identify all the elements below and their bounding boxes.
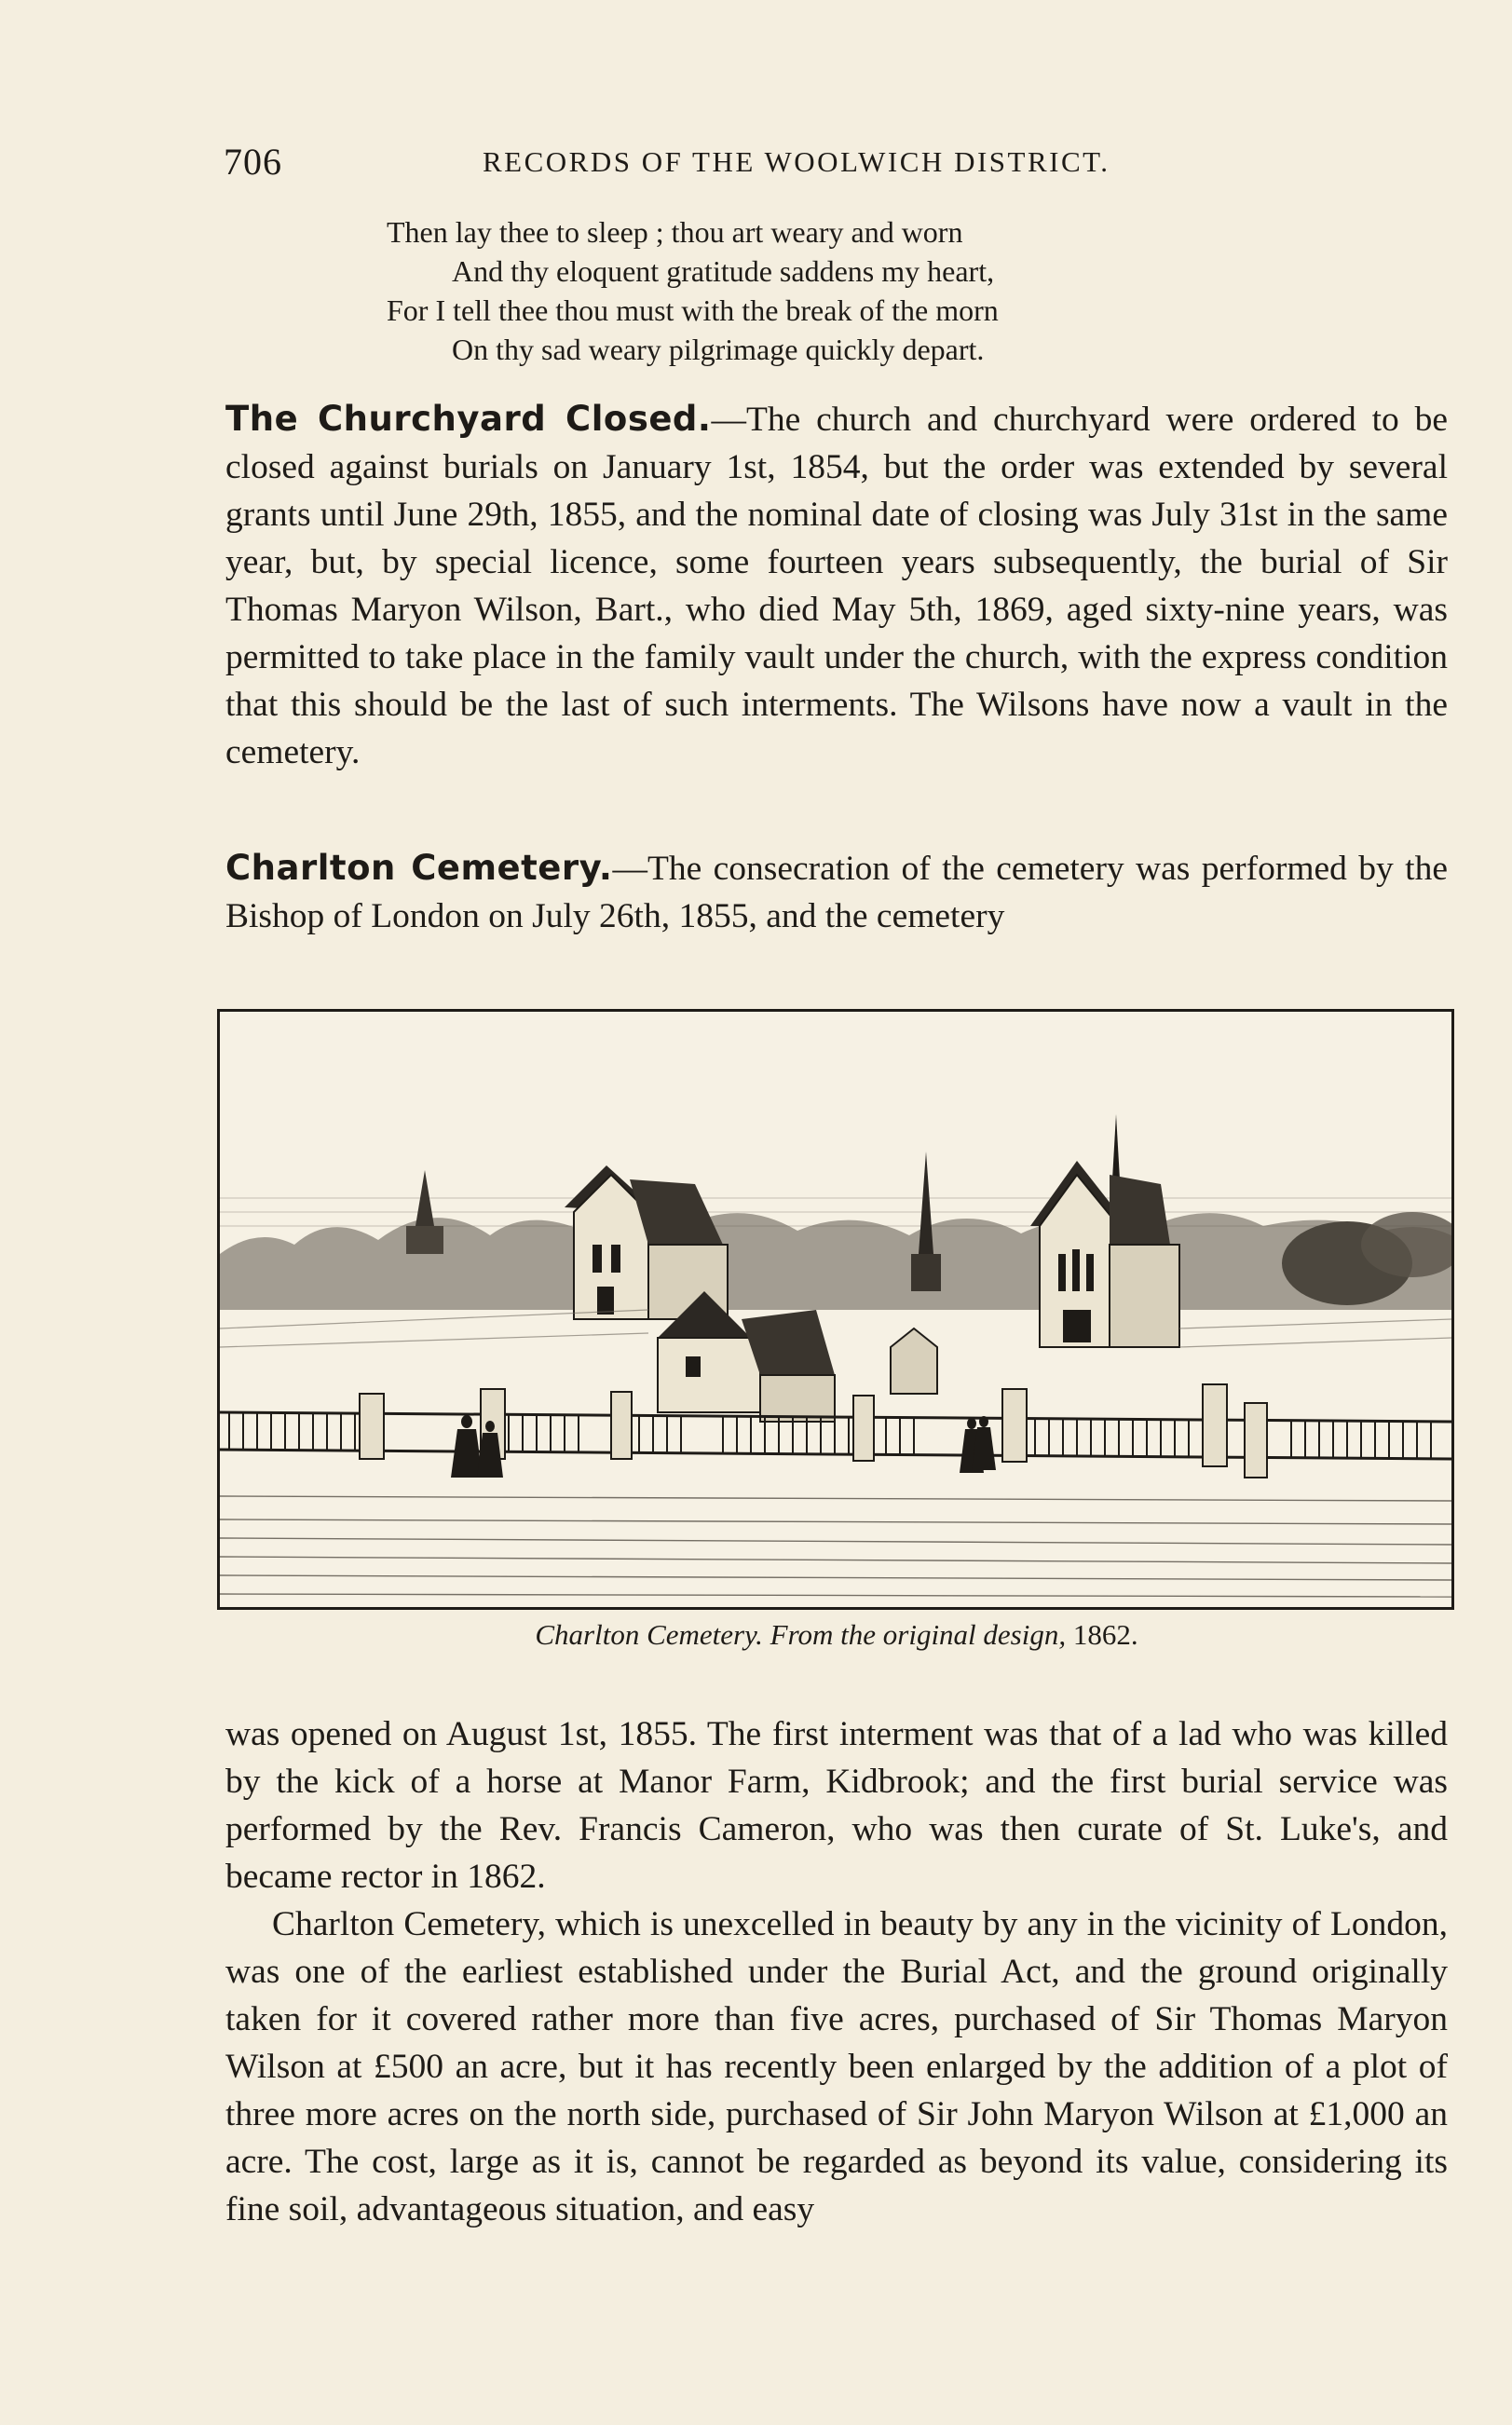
page-number: 706 [224,141,282,183]
caption-year: 1862. [1066,1618,1138,1651]
poem-stanza [387,212,1225,369]
poem-line: Then lay thee to sleep ; thou art weary and worn [387,215,963,249]
section-heading-churchyard-closed: The Churchyard Closed. [225,399,712,439]
running-head: RECORDS OF THE WOOLWICH DISTRICT. [483,145,1110,178]
poem-line: And thy eloquent gratitude saddens my heart, [452,254,995,288]
figure-caption [225,1616,1448,1654]
caption-italic: Charlton Cemetery. From the original design, [535,1618,1067,1651]
continuation-paragraph-1: was opened on August 1st, 1855. The first interment was that of a lad who was killed by the kick of a horse at Manor Farm, Kidbrook; and the first burial service was performed by the Rev. Francis Cameron, who was then curate of St. Luke's, and became rector in 1862. [225,1715,1448,1896]
churchyard-closed-paragraph [225,395,1448,776]
cemetery-illustration [217,1009,1454,1610]
poem-line: For I tell thee thou must with the break of the morn [387,293,999,327]
page-header [224,140,1453,186]
cemetery-engraving [220,1012,1451,1607]
poem-line: On thy sad weary pilgrimage quickly depart. [452,333,985,366]
section-heading-charlton-cemetery: Charlton Cemetery. [225,848,613,888]
continuation-paragraph-2: Charlton Cemetery, which is unexcelled in beauty by any in the vicinity of London, was one of the earliest established under the Burial Act, and the ground originally taken for it covered rather more than five acres, purchased of Sir Thomas Maryon Wilson at £500 an acre, but it has recently been enlarged by the addition of a plot of three more acres on the north side, purchased of Sir John Maryon Wilson at £1,000 an acre. The cost, large as it is, cannot be regarded as beyond its value, considering its fine soil, advantageous situation, and easy [225,1905,1448,2228]
paragraph-text: —The consecration of the cemetery was performed by the Bishop of London on July 26th, 1855, and the cemetery [225,850,1448,935]
paragraph-text: —The church and churchyard were ordered to be closed against burials on January 1st, 1854, but the order was extended by several grants until June 29th, 1855, and the nominal date of closing was July 31st in the same year, but, by special licence, some fourteen years subsequently, the burial of Sir Thomas Maryon Wilson, Bart., who died May 5th, 1869, aged sixty-nine years, was permitted to take place in the family vault under the church, with the express condition that this should be the last of such interments. The Wilsons have now a vault in the cemetery. [225,401,1448,771]
charlton-cemetery-paragraph [225,844,1448,940]
